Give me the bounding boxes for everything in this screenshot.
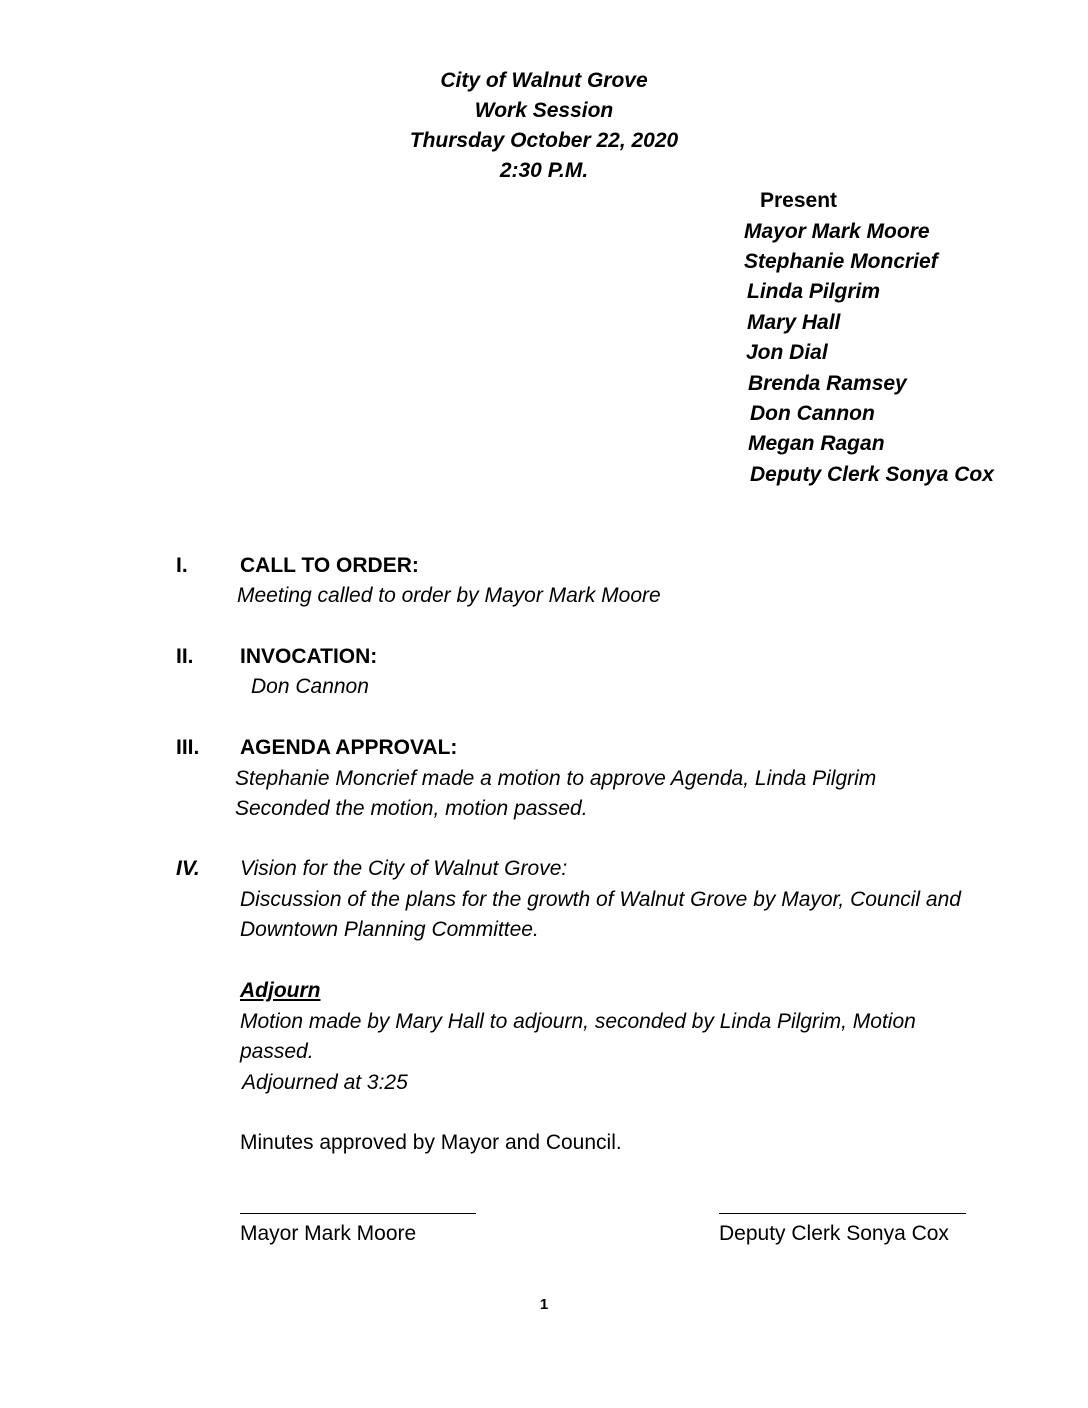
section-heading-agenda-approval: AGENDA APPROVAL: (240, 736, 458, 759)
section-number: III. (176, 736, 200, 759)
call-to-order-text: Meeting called to order by Mayor Mark Moore (237, 584, 661, 607)
present-label: Present (760, 189, 838, 212)
approval-statement: Minutes approved by Mayor and Council. (240, 1131, 622, 1154)
section-heading-vision: Vision for the City of Walnut Grove: (240, 857, 568, 880)
section-number: IV. (176, 857, 200, 880)
invocation-text: Don Cannon (251, 675, 369, 698)
attendee: Don Cannon (750, 402, 875, 425)
attendee: Mary Hall (747, 311, 841, 334)
attendee: Mayor Mark Moore (744, 220, 930, 243)
agenda-text-line: Stephanie Moncrief made a motion to approve Agenda, Linda Pilgrim (235, 767, 877, 790)
section-number: I. (176, 554, 188, 577)
signature-line-left (240, 1213, 476, 1214)
attendee: Stephanie Moncrief (744, 250, 938, 273)
adjourn-text-line: Motion made by Mary Hall to adjourn, seconded by Linda Pilgrim, Motion (240, 1010, 916, 1033)
attendee: Deputy Clerk Sonya Cox (750, 463, 994, 486)
section-number: II. (176, 645, 194, 668)
adjourned-time: Adjourned at 3:25 (242, 1071, 408, 1094)
section-heading-invocation: INVOCATION: (240, 645, 378, 668)
header-city: City of Walnut Grove (440, 69, 648, 92)
header-session: Work Session (474, 99, 614, 122)
header-date: Thursday October 22, 2020 (409, 129, 679, 152)
adjourn-text-line: passed. (240, 1040, 314, 1063)
signature-name-clerk: Deputy Clerk Sonya Cox (719, 1222, 949, 1245)
attendee: Megan Ragan (748, 432, 885, 455)
page-number: 1 (539, 1296, 549, 1313)
header-time: 2:30 P.M. (499, 159, 589, 182)
attendee: Linda Pilgrim (747, 280, 881, 303)
vision-text-line: Downtown Planning Committee. (240, 918, 539, 941)
signature-name-mayor: Mayor Mark Moore (240, 1222, 417, 1245)
agenda-text-line: Seconded the motion, motion passed. (235, 797, 588, 820)
attendee: Brenda Ramsey (748, 372, 907, 395)
vision-text-line: Discussion of the plans for the growth of Walnut Grove by Mayor, Council and (240, 888, 961, 911)
section-heading-call-to-order: CALL TO ORDER: (240, 554, 419, 577)
attendee: Jon Dial (746, 341, 828, 364)
signature-line-right (719, 1213, 966, 1214)
adjourn-heading: Adjourn (240, 979, 321, 1002)
